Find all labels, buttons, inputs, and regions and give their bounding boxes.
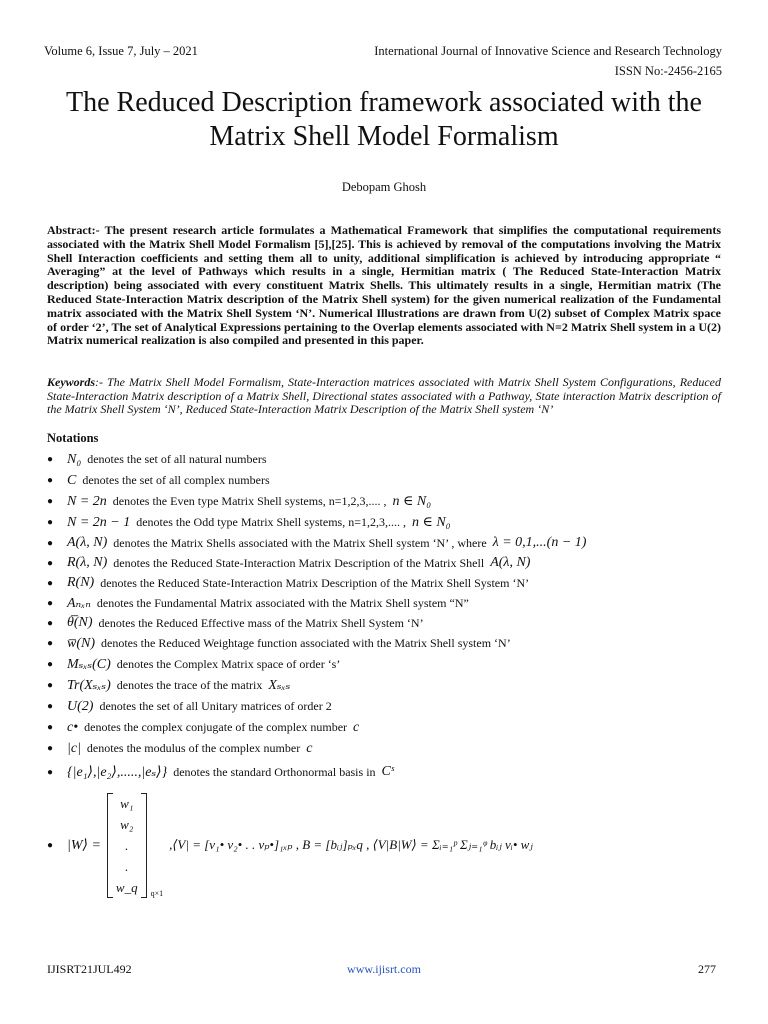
notation-text: denotes the set of all natural numbers bbox=[87, 452, 267, 466]
notation-symbol: N = 2n − 1 bbox=[67, 514, 131, 530]
notation-text: denotes the set of all complex numbers bbox=[82, 473, 270, 487]
notation-item bbox=[47, 675, 727, 696]
notation-item bbox=[47, 533, 727, 553]
column-vector bbox=[107, 793, 147, 898]
notation-text: denotes the standard Orthonormal basis in bbox=[173, 764, 376, 779]
keywords-text: :- The Matrix Shell Model Formalism, State-Interaction matrices associated with Matrix Shell System Configurations, Reduced State-Interaction Matrix description of a Matrix Shell, Directional states associated with a Pathway, State interaction Matrix description of the Matrix Shell System ‘N’, Reduced State-Interaction Matrix Description of the Matrix Shell system ‘N’ bbox=[47, 375, 721, 417]
notation-tail: A(λ, N) bbox=[490, 555, 531, 570]
bullet: ● bbox=[47, 475, 54, 486]
vector-entry: w₂ bbox=[120, 816, 134, 832]
notation-tail: λ = 0,1,...(n − 1) bbox=[492, 535, 587, 550]
vector-entry: . bbox=[125, 837, 129, 853]
notation-symbol: Tr(Xₛₓₛ) bbox=[67, 678, 111, 693]
bullet: ● bbox=[47, 496, 54, 507]
notation-item bbox=[47, 449, 727, 470]
notation-text: denotes the Reduced State-Interaction Matrix Description of the Matrix Shell bbox=[113, 555, 485, 570]
author-name: Debopam Ghosh bbox=[341, 180, 427, 194]
bullet: ● bbox=[47, 839, 54, 851]
notation-symbol: A(λ, N) bbox=[67, 535, 108, 550]
notation-symbol: U(2) bbox=[67, 698, 94, 714]
bullet: ● bbox=[47, 680, 54, 691]
notation-tail: Xₛₓₛ bbox=[268, 678, 291, 693]
notation-item bbox=[47, 470, 727, 491]
notation-symbol: C bbox=[67, 472, 77, 488]
notation-text: denotes the Matrix Shells associated with the Matrix Shell system ‘N’ , where bbox=[113, 535, 487, 550]
notation-symbol: N₀ bbox=[67, 451, 82, 467]
notation-item bbox=[47, 654, 727, 675]
notation-tail: Cˢ bbox=[381, 764, 394, 779]
notation-text: denotes the Fundamental Matrix associated with the Matrix Shell system “N” bbox=[96, 595, 469, 610]
notation-symbol: Mₛₓₛ(C) bbox=[67, 657, 111, 672]
notation-tail: n ∈ N₀ bbox=[411, 515, 451, 530]
notation-symbol: R(N) bbox=[67, 575, 95, 590]
bullet: ● bbox=[47, 659, 54, 670]
notations-list bbox=[47, 449, 727, 785]
math-definition bbox=[47, 786, 737, 904]
notation-item bbox=[47, 553, 727, 573]
notation-item bbox=[47, 593, 727, 613]
bullet: ● bbox=[47, 766, 54, 778]
keywords bbox=[47, 376, 721, 417]
notation-symbol: {|e₁⟩,|e₂⟩,.....,|eₛ⟩} bbox=[67, 764, 168, 780]
math-expression: ,⟨V| = [v₁• v₂• . . vₚ•]₁ₓₚ , B = [bᵢⱼ]ₚₓq , ⟨V|B|W⟩ = Σᵢ₌₁ᵖ Σⱼ₌₁ᵠ bᵢⱼ vᵢ• wⱼ bbox=[169, 837, 533, 852]
notation-text: denotes the Even type Matrix Shell systems, n=1,2,3,.... , bbox=[112, 494, 387, 508]
notation-item bbox=[47, 759, 727, 785]
notation-text: denotes the set of all Unitary matrices of order 2 bbox=[99, 699, 332, 713]
bullet: ● bbox=[47, 597, 54, 609]
vector-entry: . bbox=[125, 858, 129, 874]
notation-item bbox=[47, 512, 727, 533]
notation-item bbox=[47, 738, 727, 759]
notations-title: Notations bbox=[47, 431, 99, 445]
notation-item bbox=[47, 613, 727, 633]
vector-size: q×1 bbox=[150, 889, 164, 898]
bullet: ● bbox=[47, 454, 54, 465]
notation-text: denotes the Reduced Effective mass of the Matrix Shell System ‘N’ bbox=[98, 615, 424, 630]
notation-text: denotes the trace of the matrix bbox=[116, 678, 263, 692]
paper-title: The Reduced Description framework associated with the Matrix Shell Model Formalism bbox=[65, 87, 702, 152]
bullet: ● bbox=[47, 557, 54, 569]
notation-text: denotes the complex conjugate of the complex number bbox=[84, 720, 348, 734]
bullet: ● bbox=[47, 577, 54, 589]
notation-text: denotes the Reduced State-Interaction Matrix Description of the Matrix Shell System ‘N’ bbox=[100, 575, 530, 590]
paper-id: IJISRT21JUL492 bbox=[47, 962, 132, 976]
ket-w: |W⟩ = bbox=[67, 837, 101, 853]
bullet: ● bbox=[47, 537, 54, 549]
notation-text: denotes the modulus of the complex number bbox=[86, 741, 301, 755]
vector-entry: w₁ bbox=[120, 795, 134, 811]
bullet: ● bbox=[47, 701, 54, 712]
notation-symbol: w̅(N) bbox=[67, 635, 95, 651]
keywords-label: Keywords bbox=[47, 375, 95, 389]
notation-item bbox=[47, 633, 727, 654]
journal-url[interactable]: www.ijisrt.com bbox=[347, 962, 421, 976]
notation-text: denotes the Odd type Matrix Shell systems, n=1,2,3,.... , bbox=[136, 515, 406, 529]
notation-item bbox=[47, 717, 727, 738]
notation-symbol: N = 2n bbox=[67, 493, 107, 509]
notation-symbol: θ̅(N) bbox=[67, 615, 93, 630]
volume-info: Volume 6, Issue 7, July – 2021 bbox=[44, 44, 198, 58]
bullet: ● bbox=[47, 617, 54, 629]
notation-symbol: R(λ, N) bbox=[67, 555, 108, 570]
notation-symbol: c• bbox=[67, 719, 79, 735]
notation-item bbox=[47, 696, 727, 717]
notation-item bbox=[47, 573, 727, 593]
page-number: 277 bbox=[698, 962, 716, 976]
notation-tail: n ∈ N₀ bbox=[392, 494, 432, 509]
bullet: ● bbox=[47, 743, 54, 754]
bullet: ● bbox=[47, 722, 54, 733]
notation-text: denotes the Reduced Weightage function associated with the Matrix Shell system ‘N’ bbox=[101, 636, 511, 650]
vector-entry: w_q bbox=[115, 879, 138, 895]
notation-tail: c bbox=[353, 719, 360, 735]
abstract: Abstract:- The present research article formulates a Mathematical Framework that simplifies the computational requirements associated with the Matrix Shell Model Formalism [5],[25]. This is achieved by removal of the computations involving the Matrix Shell Interaction coefficients and setting them all to unity, additional simplification is achieved by introducing appropriate “ Averaging” at the level of Pathways which results in a single, Hermitian matrix ( The Reduced State-Interaction Matrix description) being associated with every constituent Matrix Shells. This ultimately results in a single, Hermitian matrix (The Reduced State-Interaction Matrix description of the Matrix Shell system) for the given numerical realization of the Fundamental matrix associated with the Matrix Shell System ‘N’. Numerical Illustrations are drawn from U(2) subset of Complex Matrix space of order ‘2’, The set of Analytical Expressions pertaining to the Overlap elements associated with N=2 Matrix Shell system in a U(2) Matrix numerical realization is also compiled and presented in this paper. bbox=[47, 223, 721, 348]
bullet: ● bbox=[47, 517, 54, 528]
notation-item bbox=[47, 491, 727, 512]
notation-text: denotes the Complex Matrix space of order ‘s’ bbox=[116, 657, 341, 671]
issn: ISSN No:-2456-2165 bbox=[614, 64, 722, 78]
notation-symbol: |c| bbox=[67, 740, 81, 756]
notation-tail: c bbox=[306, 740, 313, 756]
bullet: ● bbox=[47, 638, 54, 649]
journal-name: International Journal of Innovative Science and Research Technology bbox=[374, 44, 722, 58]
notation-symbol: Aₙₓₙ bbox=[67, 595, 91, 611]
